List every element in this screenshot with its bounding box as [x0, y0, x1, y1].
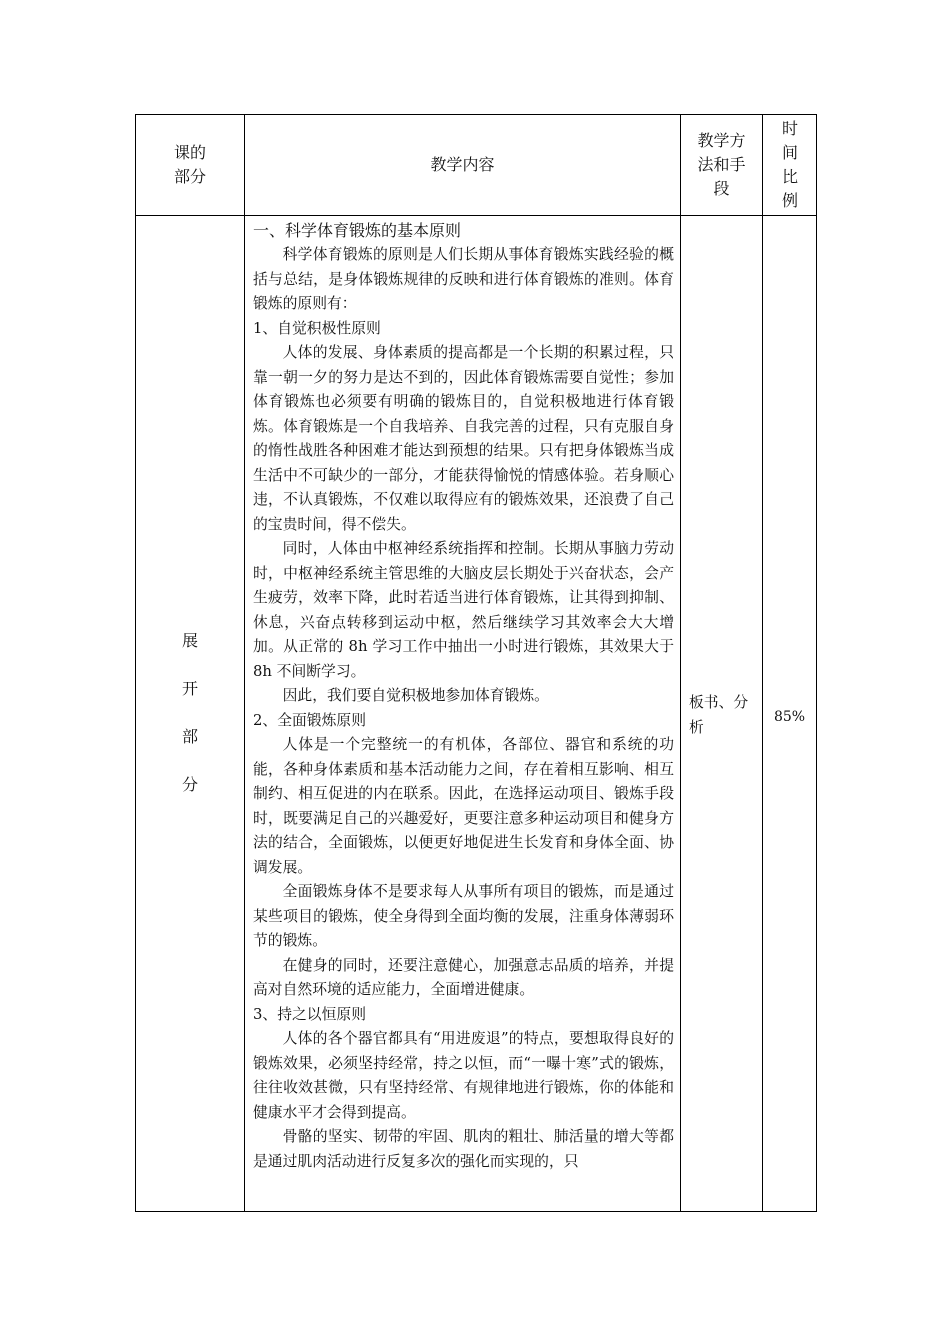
section-paragraph: 人体的各个器官都具有“用进废退”的特点，要想取得良好的锻炼效果，必须坚持经常，持之以恒，而“一曝十寒”式的锻炼，往往收效甚微，只有坚持经常、有规律地进行锻炼，你的体能和健康水平才会得到提高。 [253, 1030, 674, 1121]
section-paragraph: 在健身的同时，还要注意健心，加强意志品质的培养，并提高对自然环境的适应能力，全面增进健康。 [253, 956, 674, 998]
method-cell: 板书、分析 [689, 694, 749, 736]
part-cell: 展 开 部 分 [181, 631, 198, 794]
header-ratio: 时 间 比 例 [781, 119, 798, 210]
section-title: 3、持之以恒原则 [253, 1005, 366, 1023]
section-paragraph: 同时，人体由中枢神经系统指挥和控制。长期从事脑力劳动时，中枢神经系统主管思维的大脑皮层长期处于兴奋状态，会产生疲劳，效率下降，此时若适当进行体育锻炼，让其得到抑制、休息，兴奋点转移到运动中枢，然后继续学习其效率会大大增加。从正常的 8h 学习工作中抽出一小时进行锻炼，其效果大于 8h 不间断学习。 [253, 540, 674, 680]
ratio-cell: 85% [773, 709, 806, 725]
section-title: 2、全面锻炼原则 [253, 711, 366, 729]
section-paragraph: 人体是一个完整统一的有机体，各部位、器官和系统的功能，各种身体素质和基本活动能力之间，存在着相互影响、相互制约、相互促进的内在联系。因此，在选择运动项目、锻炼手段时，既要满足自己的兴趣爱好，更要注意多种运动项目和健身方法的结合，全面锻炼，以便更好地促进生长发育和身体全面、协调发展。 [253, 736, 674, 876]
lesson-plan-table [135, 114, 817, 1212]
column-divider [680, 115, 681, 1211]
section-paragraph: 全面锻炼身体不是要求每人从事所有项目的锻炼，而是通过某些项目的锻炼，使全身得到全面均衡的发展，注重身体薄弱环节的锻炼。 [253, 883, 674, 949]
section-paragraph: 因此，我们要自觉积极地参加体育锻炼。 [282, 687, 549, 704]
header-part: 课的 部分 [173, 143, 206, 186]
section-paragraph: 骨骼的坚实、韧带的牢固、肌肉的粗壮、肺活量的增大等都是通过肌肉活动进行反复多次的强化而实现的，只 [253, 1128, 674, 1170]
column-divider [762, 115, 763, 1211]
header-method: 教学方 法和手 段 [697, 131, 746, 198]
intro-paragraph: 科学体育锻炼的原则是人们长期从事体育锻炼实践经验的概括与总结，是身体锻炼规律的反映和进行体育锻炼的准则。体育锻炼的原则有： [253, 246, 674, 312]
section-paragraph: 人体的发展、身体素质的提高都是一个长期的积累过程，只靠一朝一夕的努力是达不到的，因此体育锻炼需要自觉性；参加体育锻炼也必须要有明确的锻炼目的，自觉积极地进行体育锻炼。体育锻炼是一个自我培养、自我完善的过程，只有克服自身的惰性战胜各种困难才能达到预想的结果。只有把身体锻炼当成生活中不可缺少的一部分，才能获得愉悦的情感体验。若身顺心违，不认真锻炼，不仅难以取得应有的锻炼效果，还浪费了自己的宝贵时间，得不偿失。 [253, 344, 674, 533]
content-cell [245, 219, 680, 1211]
header-content: 教学内容 [430, 155, 495, 174]
content-heading: 一、科学体育锻炼的基本原则 [253, 221, 462, 240]
section-title: 1、自觉积极性原则 [253, 319, 381, 337]
